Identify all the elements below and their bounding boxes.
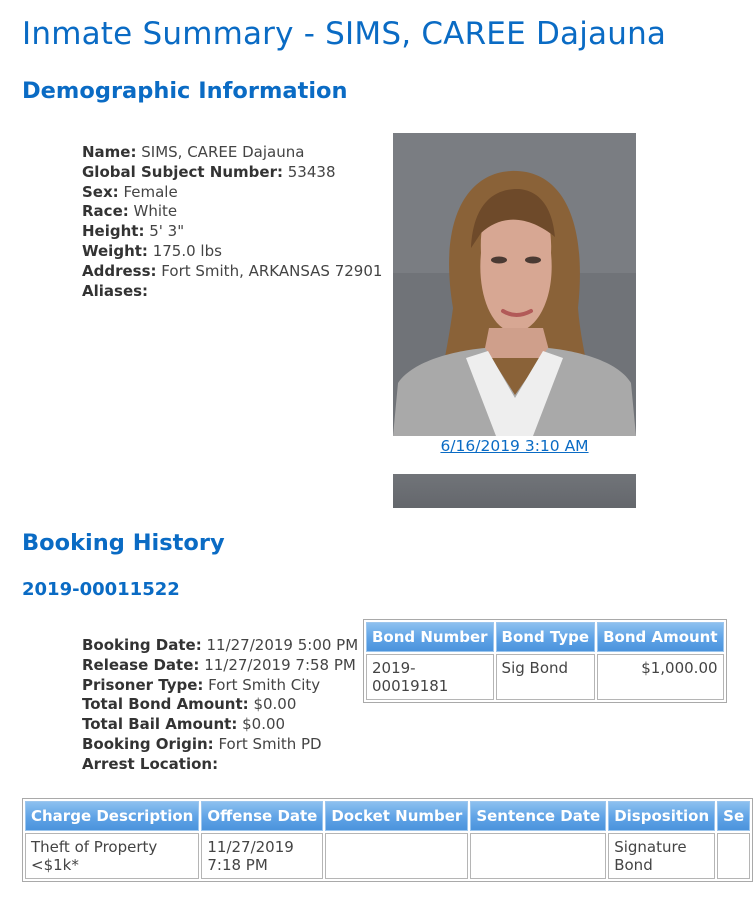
prisoner-type-row [82, 676, 358, 696]
table-row [25, 833, 750, 879]
height-row [82, 222, 382, 242]
field-value: $0.00 [242, 715, 286, 734]
column-header-disposition: Disposition [608, 801, 715, 831]
release-date-row [82, 656, 358, 676]
sentence-cell [717, 833, 750, 879]
field-value: 5' 3" [149, 222, 185, 241]
total-bail-amount-row [82, 715, 358, 735]
charge-description-cell: Theft of Property <$1k* [25, 833, 199, 879]
aliases-row [82, 282, 382, 302]
field-value: 53438 [287, 162, 336, 181]
mugshot-date-link[interactable]: 6/16/2019 3:10 AM [440, 437, 589, 455]
bond-table-header [366, 622, 724, 652]
field-label: Weight: [82, 241, 148, 260]
name-row [82, 143, 382, 163]
offense-date-cell: 11/27/2019 7:18 PM [201, 833, 323, 879]
bond-number-cell: 2019-00019181 [366, 654, 494, 700]
table-row [366, 654, 724, 700]
bond-type-cell: Sig Bond [496, 654, 596, 700]
column-header-bond-amount: Bond Amount [597, 622, 723, 652]
booking-origin-row [82, 735, 358, 755]
field-label: Booking Date: [82, 636, 202, 654]
field-label: Booking Origin: [82, 734, 214, 753]
field-value: Female [123, 182, 178, 201]
field-value: $0.00 [253, 695, 297, 714]
booking-date-row [82, 636, 358, 656]
field-label: Arrest Location: [82, 754, 219, 773]
booking-number: 2019-00011522 [22, 579, 180, 600]
field-value: 11/27/2019 7:58 PM [204, 655, 356, 674]
field-label: Race: [82, 202, 129, 221]
field-label: Name: [82, 143, 137, 161]
field-value: White [133, 202, 178, 221]
charges-table-header [25, 801, 750, 831]
field-value: 175.0 lbs [152, 241, 222, 260]
demographic-details [82, 143, 382, 301]
global-subject-number-row [82, 163, 382, 183]
field-label: Aliases: [82, 281, 149, 300]
field-value: Fort Smith PD [218, 734, 322, 753]
field-label: Total Bond Amount: [82, 695, 249, 714]
field-value: SIMS, CAREE Dajauna [141, 143, 305, 161]
arrest-location-row [82, 755, 358, 775]
docket-number-cell [325, 833, 468, 879]
field-label: Height: [82, 222, 145, 241]
additional-photo-thumbnail[interactable] [393, 474, 636, 508]
column-header-docket-number: Docket Number [325, 801, 468, 831]
column-header-bond-type: Bond Type [496, 622, 596, 652]
field-label: Prisoner Type: [82, 675, 204, 694]
field-label: Address: [82, 261, 157, 280]
field-label: Release Date: [82, 655, 200, 674]
booking-details [82, 636, 358, 775]
charges-table [22, 798, 753, 882]
booking-history-heading: Booking History [22, 530, 225, 556]
total-bond-amount-row [82, 695, 358, 715]
page-title: Inmate Summary - SIMS, CAREE Dajauna [22, 16, 667, 52]
weight-row [82, 242, 382, 262]
column-header-offense-date: Offense Date [201, 801, 323, 831]
address-row [82, 262, 382, 282]
race-row [82, 202, 382, 222]
field-label: Total Bail Amount: [82, 715, 238, 734]
column-header-sentence-date: Sentence Date [470, 801, 606, 831]
demographic-heading: Demographic Information [22, 78, 348, 104]
field-label: Sex: [82, 182, 119, 201]
column-header-charge-description: Charge Description [25, 801, 199, 831]
field-label: Global Subject Number: [82, 162, 283, 181]
sex-row [82, 183, 382, 203]
field-value: Fort Smith City [208, 675, 321, 694]
disposition-cell: Signature Bond [608, 833, 715, 879]
mugshot-photo[interactable] [393, 133, 636, 436]
bond-table [363, 619, 727, 703]
column-header-bond-number: Bond Number [366, 622, 494, 652]
bond-amount-cell: $1,000.00 [597, 654, 723, 700]
column-header-sentence: Se [717, 801, 750, 831]
sentence-date-cell [470, 833, 606, 879]
field-value: 11/27/2019 5:00 PM [206, 636, 359, 654]
field-value: Fort Smith, ARKANSAS 72901 [161, 261, 383, 280]
